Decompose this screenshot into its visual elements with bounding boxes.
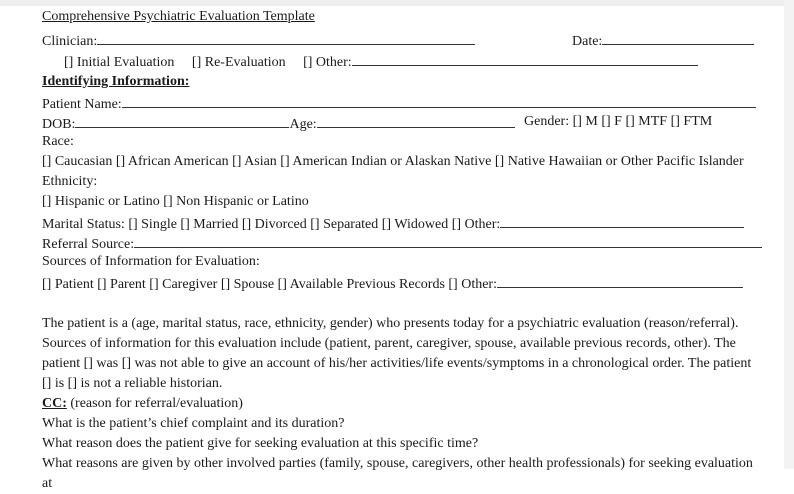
date-row — [572, 30, 754, 48]
question-reason-now: What reason does the patient give for seeking evaluation at this specific time? — [42, 436, 479, 451]
date-field[interactable] — [602, 30, 754, 45]
other-evaluation-field[interactable] — [352, 51, 698, 66]
other-evaluation-checkbox[interactable]: [] Other: — [303, 55, 352, 70]
race-options[interactable]: [] Caucasian [] African American [] Asian [] American Indian or Alaskan Native [] Native Hawaiian or Other Pacific Islander — [42, 154, 744, 169]
marital-other-field[interactable] — [500, 213, 744, 228]
narrative-line: [] is [] is not a reliable historian. — [42, 376, 223, 391]
clinician-field[interactable] — [97, 30, 475, 45]
patient-name-label: Patient Name: — [42, 97, 122, 112]
dob-row — [42, 113, 515, 131]
initial-evaluation-checkbox[interactable]: [] Initial Evaluation — [64, 55, 175, 70]
page-top-edge — [0, 0, 794, 6]
date-label: Date: — [572, 34, 603, 49]
question-other-parties: What reasons are given by other involved parties (family, spouse, caregivers, other health professionals) for seeking evaluation at — [42, 456, 753, 491]
document-title: Comprehensive Psychiatric Evaluation Template — [42, 9, 315, 24]
narrative-paragraph — [42, 314, 762, 494]
marital-status-row — [42, 213, 744, 231]
patient-name-field[interactable] — [122, 93, 756, 108]
dob-label: DOB: — [42, 117, 76, 132]
re-evaluation-checkbox[interactable]: [] Re-Evaluation — [191, 55, 286, 70]
narrative-line: The patient is a (age, marital status, race, ethnicity, gender) who presents today for a psychiatric evaluation (reason/referral). — [42, 316, 739, 331]
age-field[interactable] — [317, 113, 515, 128]
cc-text: (reason for referral/evaluation) — [66, 396, 243, 411]
scrollbar-track[interactable] — [784, 0, 794, 469]
identifying-heading: Identifying Information: — [42, 74, 190, 89]
clinician-row — [42, 30, 475, 48]
age-label: Age: — [289, 117, 317, 132]
evaluation-type-row — [64, 51, 698, 69]
sources-row — [42, 273, 743, 291]
sources-label: Sources of Information for Evaluation: — [42, 254, 260, 269]
race-label: Race: — [42, 134, 74, 149]
marital-status-options[interactable]: Marital Status: [] Single [] Married [] Divorced [] Separated [] Widowed [] Other: — [42, 217, 501, 232]
referral-field[interactable] — [134, 233, 762, 248]
narrative-line: Sources of information for this evaluation include (patient, parent, caregiver, spouse, available previous records, other). The — [42, 336, 736, 351]
gender-options[interactable]: Gender: [] M [] F [] MTF [] FTM — [524, 114, 713, 129]
narrative-line: patient [] was [] was not able to give an account of his/her activities/life events/symptoms in a chronological order. The patient — [42, 356, 752, 371]
referral-label: Referral Source: — [42, 237, 135, 252]
cc-label: CC: — [42, 396, 67, 411]
clinician-label: Clinician: — [42, 34, 98, 49]
sources-other-field[interactable] — [497, 273, 743, 288]
cc-row — [42, 394, 762, 414]
sources-options[interactable]: [] Patient [] Parent [] Caregiver [] Spouse [] Available Previous Records [] Other: — [42, 277, 497, 292]
patient-name-row — [42, 93, 756, 111]
question-chief-complaint: What is the patient’s chief complaint and its duration? — [42, 416, 345, 431]
ethnicity-options[interactable]: [] Hispanic or Latino [] Non Hispanic or Latino — [42, 194, 309, 209]
referral-row — [42, 233, 762, 251]
ethnicity-label: Ethnicity: — [42, 174, 98, 189]
dob-field[interactable] — [75, 113, 289, 128]
